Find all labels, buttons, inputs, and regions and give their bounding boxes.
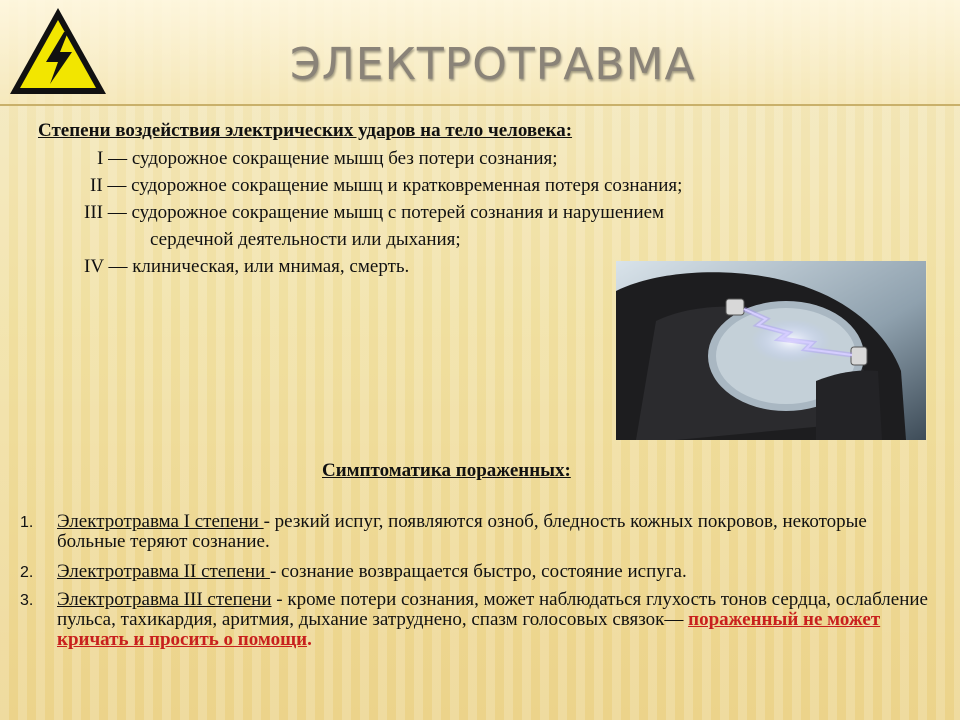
symptom-term: Электротравма III степени xyxy=(57,589,272,610)
degree-item-4: IV — клиническая, или мнимая, смерть. xyxy=(84,256,410,277)
list-number: 3. xyxy=(20,592,34,609)
symptom-term: Электротравма I степени xyxy=(57,511,264,532)
degree-item-1: I — судорожное сокращение мышц без потери сознания; xyxy=(97,148,558,169)
stun-gun-photo xyxy=(616,261,926,440)
list-number: 2. xyxy=(20,564,34,581)
degree-item-3-continued: сердечной деятельности или дыхания; xyxy=(150,229,461,250)
warning-text: пораженный не может кричать и просить о помощи xyxy=(57,609,881,650)
degree-item-2: II — судорожное сокращение мышц и кратковременная потеря сознания; xyxy=(90,175,683,196)
list-number: 1. xyxy=(20,514,34,531)
symptom-description: - резкий испуг, появляются озноб, бледность кожных покровов, некоторые больные теряют сознание. xyxy=(57,511,867,552)
degrees-heading: Степени воздействия электрических ударов на тело человека: xyxy=(38,120,573,141)
degree-item-3: III — судорожное сокращение мышц с потерей сознания и нарушением xyxy=(84,202,665,223)
slide-title: ЭЛЕКТРОТРАВМА xyxy=(290,39,696,90)
high-voltage-warning-icon xyxy=(6,4,110,100)
warning-period: . xyxy=(307,629,312,650)
symptom-description: - сознание возвращается быстро, состояние испуга. xyxy=(269,561,687,582)
symptom-text xyxy=(57,562,937,582)
symptom-description: - кроме потери сознания, может наблюдаться глухость тонов сердца, ослабление пульса, тахикардия, аритмия, дыхание затруднено, спазм голосовых связок— xyxy=(57,589,928,630)
symptom-term: Электротравма II степени xyxy=(57,561,270,582)
symptom-text xyxy=(57,590,937,650)
symptoms-heading: Симптоматика пораженных: xyxy=(322,460,571,481)
symptom-text xyxy=(57,512,937,552)
